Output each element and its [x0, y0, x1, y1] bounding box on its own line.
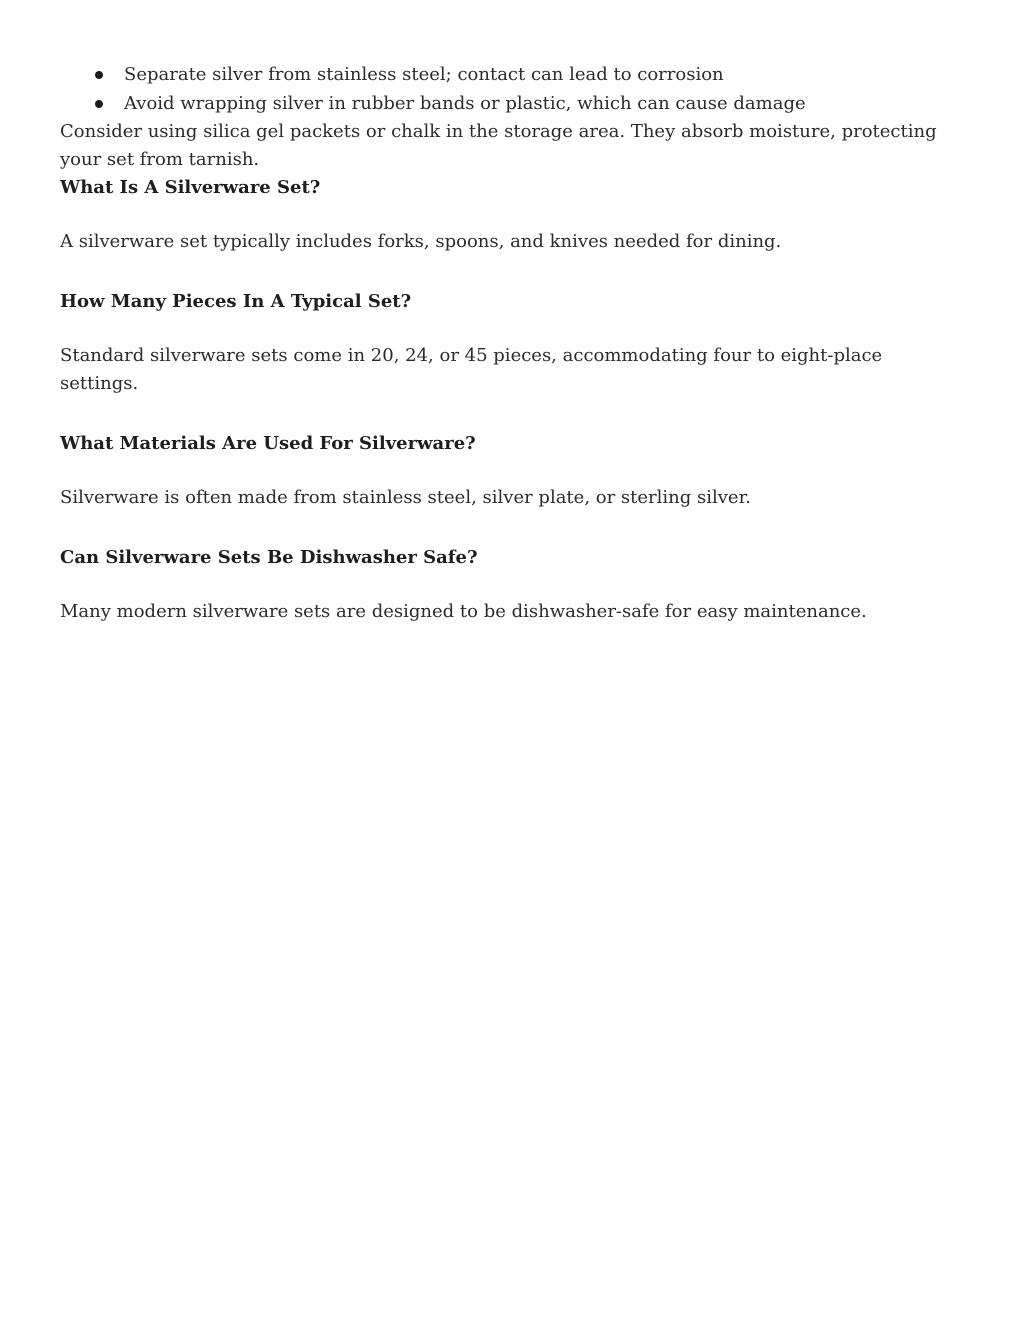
faq-item — [60, 174, 960, 256]
list-item — [60, 89, 960, 118]
faq-question: What Is A Silverware Set? — [60, 177, 321, 198]
storage-tips-list — [60, 60, 960, 118]
list-item-text: Separate silver from stainless steel; contact can lead to corrosion — [124, 64, 724, 85]
faq-question: How Many Pieces In A Typical Set? — [60, 291, 412, 312]
bullet-icon — [95, 100, 103, 108]
list-item-text: Avoid wrapping silver in rubber bands or plastic, which can cause damage — [124, 93, 806, 114]
intro-paragraph: Consider using silica gel packets or chalk in the storage area. They absorb moisture, protecting your set from tarnish. — [60, 121, 937, 170]
faq-question: Can Silverware Sets Be Dishwasher Safe? — [60, 547, 478, 568]
list-item — [60, 60, 960, 89]
faq-section — [60, 174, 960, 626]
faq-answer: Silverware is often made from stainless steel, silver plate, or sterling silver. — [60, 487, 751, 508]
faq-item — [60, 544, 960, 626]
document-page — [60, 60, 960, 626]
faq-answer: Many modern silverware sets are designed to be dishwasher-safe for easy maintenance. — [60, 601, 867, 622]
faq-question: What Materials Are Used For Silverware? — [60, 433, 476, 454]
faq-answer: A silverware set typically includes forks, spoons, and knives needed for dining. — [60, 231, 782, 252]
faq-item — [60, 288, 960, 398]
bullet-icon — [95, 71, 103, 79]
faq-item — [60, 430, 960, 512]
faq-answer: Standard silverware sets come in 20, 24, or 45 pieces, accommodating four to eight-place settings. — [60, 345, 883, 394]
